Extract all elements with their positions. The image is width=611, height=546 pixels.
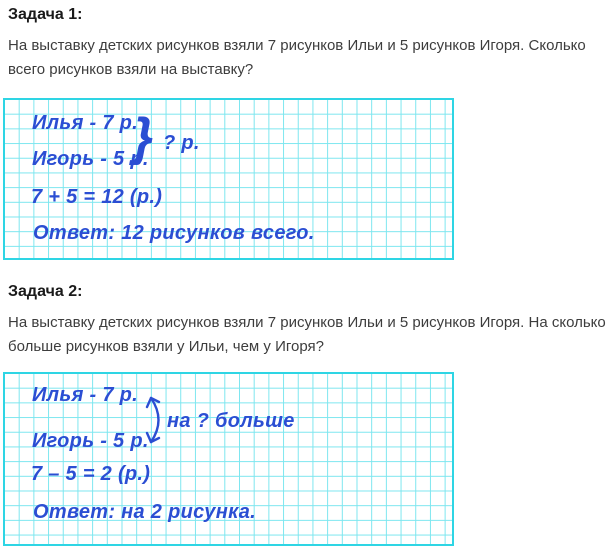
task1-question-label: ? р. bbox=[163, 132, 200, 154]
task2-heading: Задача 2: bbox=[8, 283, 83, 300]
task2-equation: 7 – 5 = 2 (р.) bbox=[31, 463, 151, 485]
task2-given-line2: Игорь - 5 р. bbox=[32, 430, 149, 452]
task1-heading: Задача 1: bbox=[8, 6, 83, 23]
task2-given-line1: Илья - 7 р. bbox=[32, 384, 139, 406]
task1-given-line2: Игорь - 5 р. bbox=[32, 148, 149, 170]
task1-answer: Ответ: 12 рисунков всего. bbox=[33, 222, 315, 244]
task1-equation: 7 + 5 = 12 (р.) bbox=[31, 186, 163, 208]
task1-notebook-grid bbox=[3, 98, 454, 260]
task1-statement: На выставку детских рисунков взяли 7 рисунков Ильи и 5 рисунков Игоря. Сколько всего рисунков взяли на выставку? bbox=[8, 37, 586, 78]
task2-comparison-label: на ? больше bbox=[167, 410, 295, 432]
task2-answer: Ответ: на 2 рисунка. bbox=[33, 501, 257, 523]
task1-given-line1: Илья - 7 р. bbox=[32, 112, 139, 134]
curly-brace-icon: } bbox=[133, 108, 154, 166]
task2-statement: На выставку детских рисунков взяли 7 рисунков Ильи и 5 рисунков Игоря. На сколько больше рисунков взяли у Ильи, чем у Игоря? bbox=[8, 314, 606, 355]
task2-notebook-grid bbox=[3, 372, 454, 546]
